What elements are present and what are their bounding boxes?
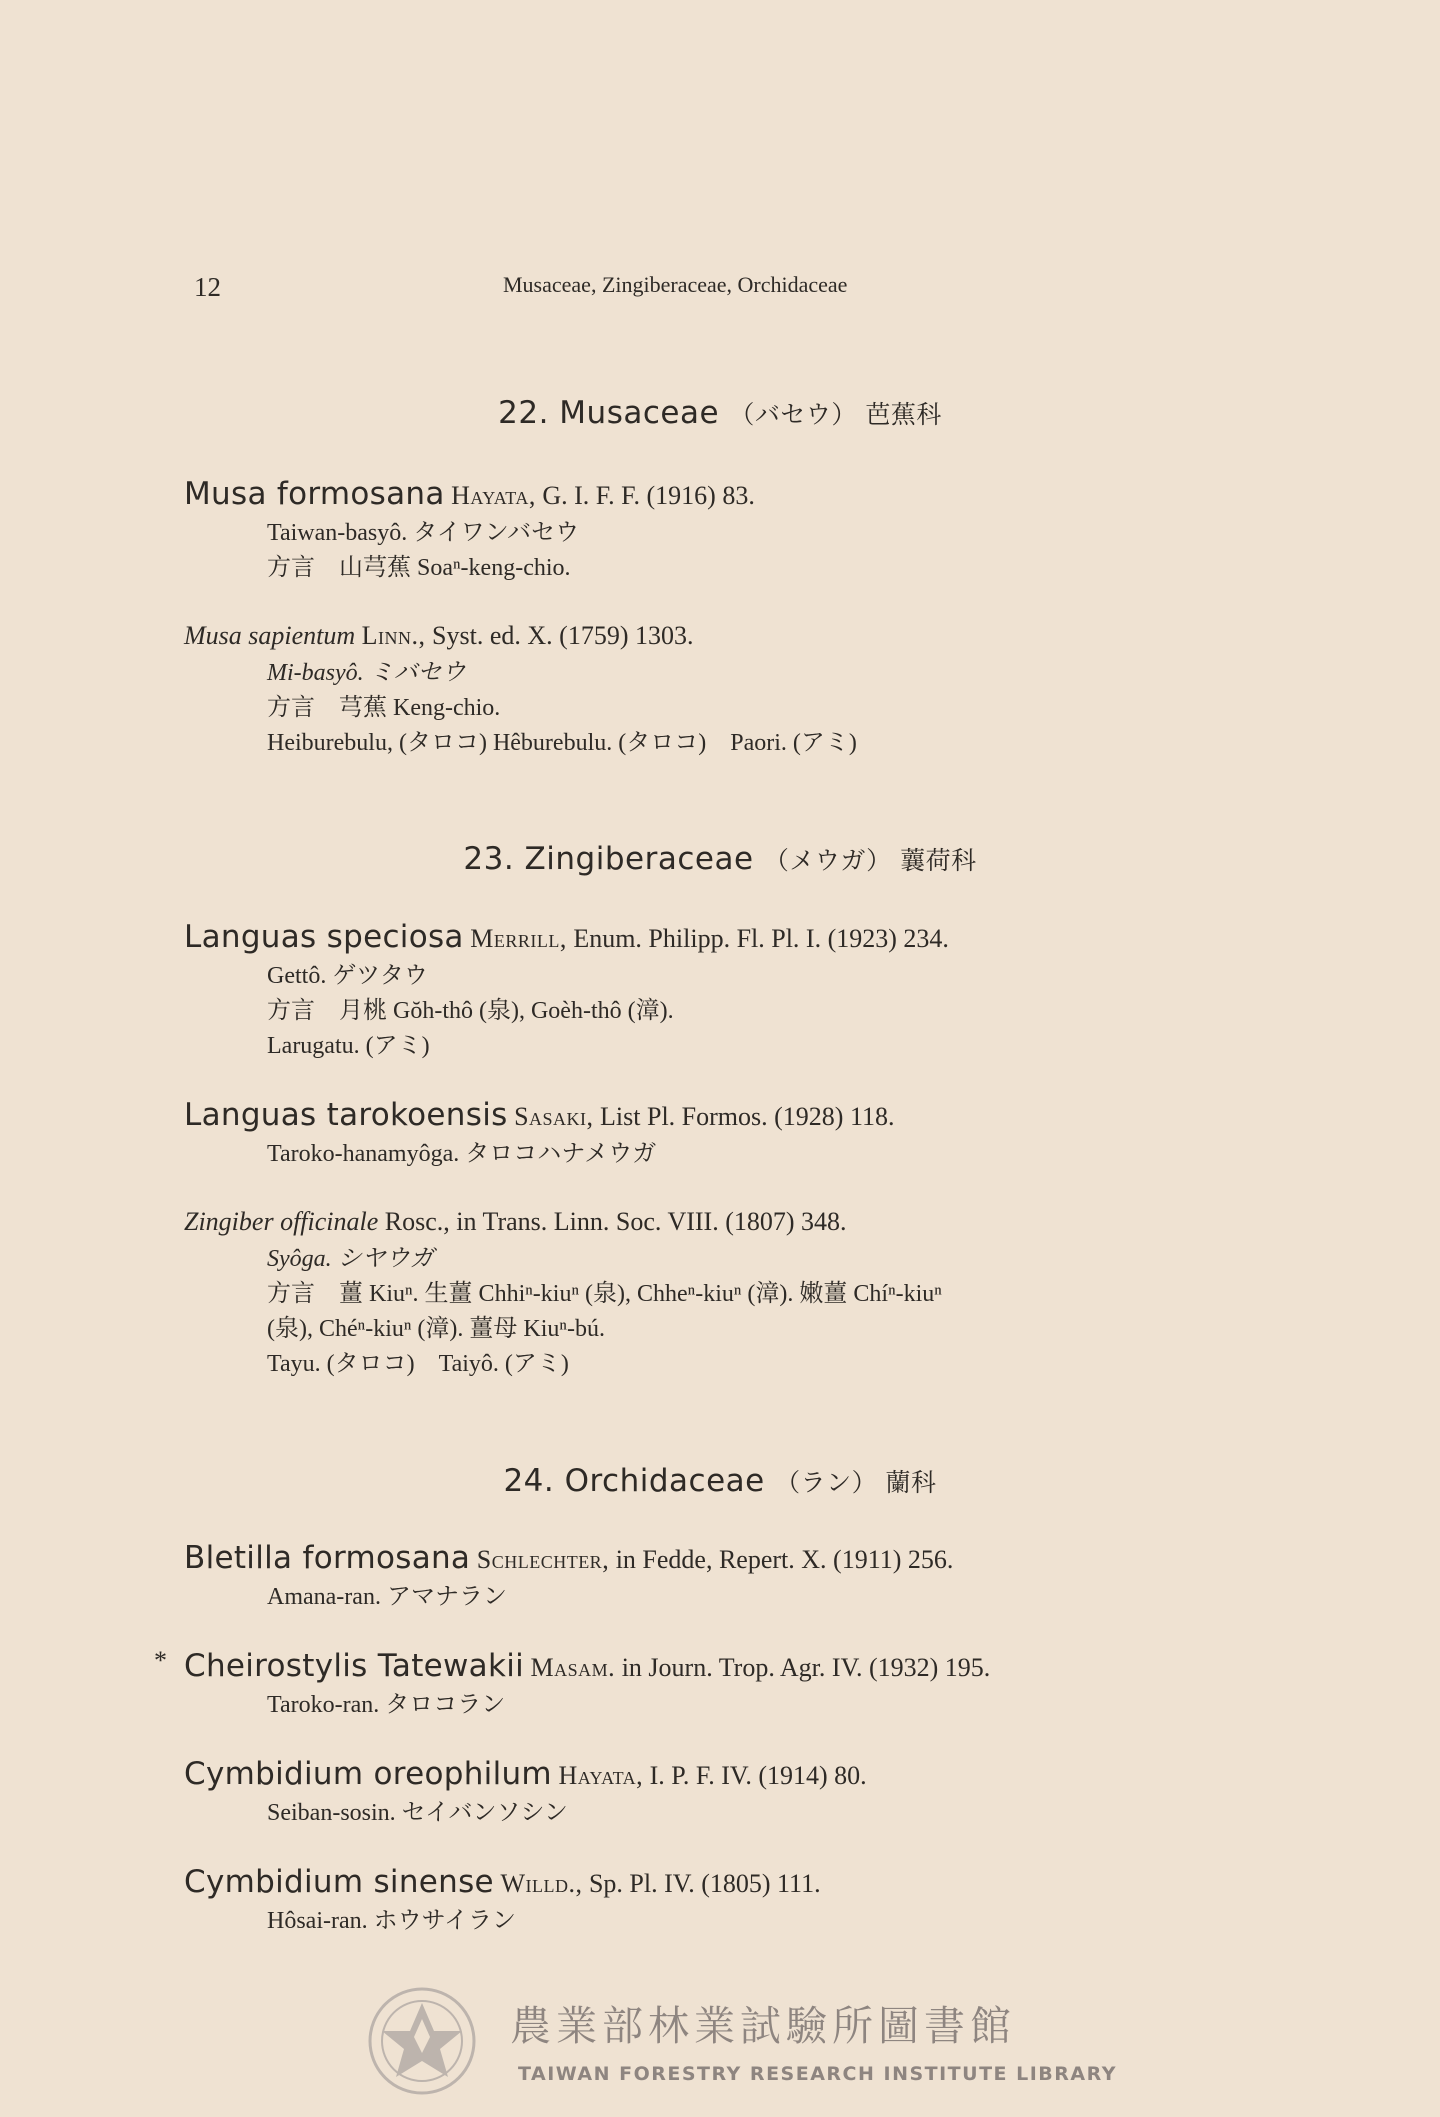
entry-line: 方言 山芎蕉 Soaⁿ-keng-chio. (267, 555, 571, 581)
species-author: Merrill, (470, 924, 567, 953)
species-author: Linn., (361, 621, 426, 650)
species-citation: Syst. ed. X. (1759) 1303. (432, 621, 694, 650)
species-name: Languas tarokoensis (184, 1097, 508, 1133)
species-citation: List Pl. Formos. (1928) 118. (600, 1102, 895, 1131)
family-heading-orchidaceae (0, 1463, 1440, 1499)
family-heading-jp: （メウガ） 蘘荷科 (763, 846, 977, 875)
species-author: Schlechter, (476, 1545, 610, 1574)
entry-line: Seiban-sosin. セイバンソシン (267, 1800, 568, 1826)
species-author: Masam. (530, 1653, 616, 1682)
family-heading-text: 23. Zingiberaceae (463, 841, 754, 877)
entry-line: Heiburebulu, (タロコ) Hêburebulu. (タロコ) Paori. (アミ) (267, 730, 857, 756)
species-entry (154, 1646, 1210, 1723)
species-name: Musa formosana (184, 476, 445, 512)
species-author: Hayata, (451, 481, 536, 510)
family-heading-musaceae (0, 395, 1440, 431)
species-citation: Sp. Pl. IV. (1805) 111. (588, 1869, 821, 1898)
species-author: Willd., (500, 1869, 583, 1898)
entry-line: Taroko-hanamyôga. タロコハナメウガ (267, 1141, 657, 1167)
family-heading-text: 22. Musaceae (498, 395, 720, 431)
species-entry (184, 1754, 1210, 1831)
entry-line: Amana-ran. アマナラン (267, 1584, 507, 1610)
entry-line: 方言 月桃 Gŏh-thô (泉), Goèh-thô (漳). (267, 998, 674, 1024)
species-name: Zingiber officinale (184, 1207, 379, 1236)
species-entry (184, 616, 1210, 761)
species-name: Cymbidium sinense (184, 1864, 494, 1900)
species-name: Languas speciosa (184, 919, 464, 955)
family-heading-zingiberaceae (0, 841, 1440, 877)
family-heading-jp: （ラン） 蘭科 (775, 1468, 937, 1497)
species-entry (184, 474, 1210, 586)
entry-line: Taiwan-basyô. タイワンバセウ (267, 520, 580, 546)
entry-line: 方言 芎蕉 Keng-chio. (267, 695, 501, 721)
species-name: Musa sapientum (184, 621, 356, 650)
entry-line: (泉), Chéⁿ-kiuⁿ (漳). 薑母 Kiuⁿ-bú. (267, 1316, 605, 1342)
entry-line: Tayu. (タロコ) Taiyô. (アミ) (267, 1351, 569, 1377)
entry-line: Taroko-ran. タロコラン (267, 1692, 506, 1718)
running-title: Musaceae, Zingiberaceae, Orchidaceae (503, 272, 848, 297)
species-citation: in Journ. Trop. Agr. IV. (1932) 195. (621, 1653, 991, 1682)
species-name: Cheirostylis Tatewakii (184, 1648, 525, 1684)
entry-line: Syôga. シヤウガ (267, 1246, 434, 1272)
entry-line: Hôsai-ran. ホウサイラン (267, 1908, 516, 1934)
entry-line: Gettô. ゲツタウ (267, 963, 428, 989)
family-heading-text: 24. Orchidaceae (503, 1463, 765, 1499)
page-number: 12 (194, 272, 221, 302)
entry-line: Mi-basyô. ミバセウ (267, 660, 466, 686)
species-citation: in Fedde, Repert. X. (1911) 256. (615, 1545, 954, 1574)
species-author: Sasaki, (514, 1102, 594, 1131)
library-name-cn: 農業部林業試驗所圖書館 (510, 2002, 1016, 2050)
species-name: Cymbidium oreophilum (184, 1756, 552, 1792)
species-author: Rosc., (384, 1207, 450, 1236)
family-heading-jp: （バセウ） 芭蕉科 (729, 400, 942, 429)
species-entry (184, 917, 1210, 1064)
entry-line: 方言 薑 Kiuⁿ. 生薑 Chhiⁿ-kiuⁿ (泉), Chheⁿ-kiuⁿ (漳). 嫩薑 Chíⁿ-kiuⁿ (267, 1281, 942, 1307)
species-author: Hayata, (558, 1761, 644, 1790)
library-watermark (360, 1985, 1117, 2100)
species-entry (184, 1095, 1210, 1172)
species-entry (184, 1538, 1210, 1615)
species-citation: G. I. F. F. (1916) 83. (542, 481, 755, 510)
library-seal-icon (360, 1985, 490, 2100)
library-name-en: TAIWAN FORESTRY RESEARCH INSTITUTE LIBRARY (518, 2063, 1117, 2085)
species-citation: Enum. Philipp. Fl. Pl. I. (1923) 234. (573, 924, 949, 953)
species-name: Bletilla formosana (184, 1540, 471, 1576)
species-citation: in Trans. Linn. Soc. VIII. (1807) 348. (456, 1207, 847, 1236)
new-record-marker: * (154, 1646, 167, 1675)
entry-line: Larugatu. (アミ) (267, 1033, 430, 1059)
species-entry (184, 1862, 1210, 1939)
species-citation: I. P. F. IV. (1914) 80. (649, 1761, 867, 1790)
species-entry (184, 1202, 1210, 1382)
